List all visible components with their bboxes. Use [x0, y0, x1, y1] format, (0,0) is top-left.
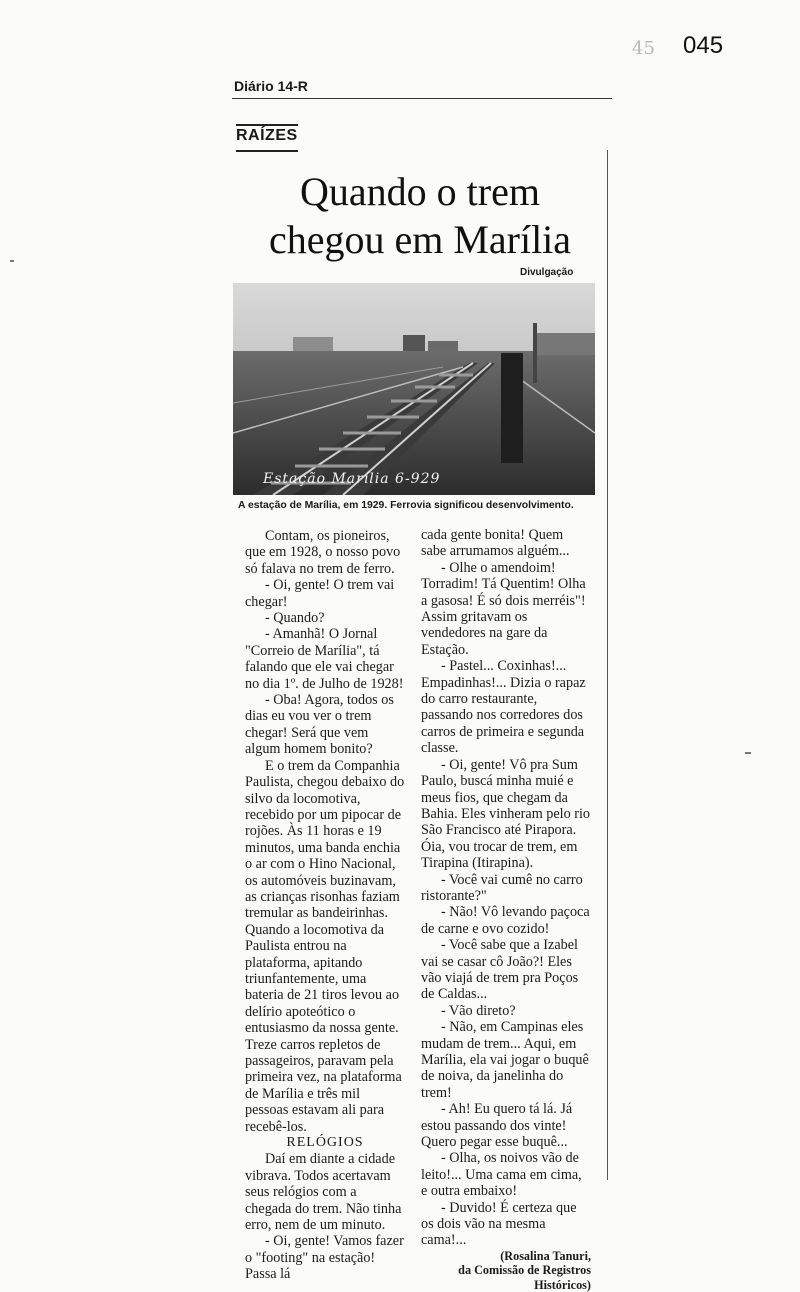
- paragraph: - Não! Vô levando paçoca de carne e ovo cozido!: [421, 904, 590, 937]
- paragraph: - Duvido! É certeza que os dois vão na mesma cama!...: [421, 1199, 577, 1249]
- headline-line-1: Quando o trem: [300, 169, 540, 214]
- column-rule: [607, 150, 608, 1180]
- header-rule: [232, 98, 612, 99]
- author-signature: [421, 1249, 591, 1292]
- article-column-2: [421, 527, 591, 1292]
- signature-line-1: (Rosalina Tanuri,: [500, 1248, 591, 1263]
- paragraph: cada gente bonita! Quem sabe arrumamos alguém...: [421, 527, 570, 560]
- paragraph: - Ah! Eu quero tá lá. Já estou passando dos vinte! Quero pegar esse buquê...: [421, 1101, 573, 1151]
- paragraph: - Você vai cumê no carro ristorante?": [421, 871, 583, 904]
- page-number: 045: [683, 32, 724, 59]
- pencil-annotation: 45: [632, 38, 655, 59]
- section-rule-top: [236, 124, 298, 126]
- paragraph: - Quando?: [265, 610, 325, 627]
- subheading: RELÓGIOS: [286, 1135, 364, 1151]
- signature-line-3: Históricos): [534, 1277, 591, 1292]
- photo-caption: A estação de Marília, em 1929. Ferrovia significou desenvolvimento.: [238, 500, 574, 511]
- paragraph: - Vão direto?: [441, 1002, 516, 1019]
- section-label: RAÍZES: [236, 127, 298, 144]
- masthead: Diário 14-R: [234, 78, 308, 94]
- article-column-1: [245, 528, 405, 1283]
- headline: [235, 168, 605, 264]
- paragraph: - Você sabe que a Izabel vai se casar cô João?! Eles vão viajá de trem pra Poços de Caldas...: [421, 937, 579, 1003]
- section-rule-bottom: [236, 150, 298, 152]
- scan-speck: [10, 260, 14, 262]
- paragraph: - Oi, gente! O trem vai chegar!: [245, 577, 395, 610]
- photo-inscription: Estação Marília 6-929: [263, 471, 441, 487]
- paragraph: - Não, em Campinas eles mudam de trem... Aqui, em Marília, ela vai jogar o buquê de noiva, da janelinha do trem!: [421, 1019, 589, 1101]
- paragraph: - Olha, os noivos vão de leito!... Uma cama em cima, e outra embaixo!: [421, 1150, 582, 1200]
- signature-line-2: da Comissão de Registros: [458, 1263, 591, 1278]
- station-photo: [233, 283, 595, 495]
- paragraph: - Oba! Agora, todos os dias eu vou ver o trem chegar! Será que vem algum homem bonito?: [245, 692, 394, 758]
- paragraph: E o trem da Companhia Paulista, chegou debaixo do silvo da locomotiva, recebido por um pipocar de rojões. Às 11 horas e 19 minutos, uma banda enchia o ar com o Hino Nacional, os automóveis buzinavam, as crianças risonhas faziam tremular as bandeirinhas. Quando a locomotiva da Paulista entrou na plataforma, apitando triunfantemente, uma bateria de 21 tiros levou ao delírio apoteótico o entusiasmo da nossa gente. Treze carros repletos de passageiros, paravam pela primeira vez, na plataforma de Marília e três mil pessoas estavam ali para recebê-los.: [245, 757, 405, 1135]
- paragraph: - Amanhã! O Jornal "Correio de Marília", tá falando que ele vai chegar no dia 1º. de Julho de 1928!: [245, 626, 404, 692]
- paragraph: Contam, os pioneiros, que em 1928, o nosso povo só falava no trem de ferro.: [245, 528, 401, 577]
- paragraph: - Olhe o amendoim! Torradim! Tá Quentim! Olha a gasosa! É só dois merréis"! Assim gritavam os vendedores na gare da Estação.: [421, 559, 586, 658]
- scan-speck: [745, 752, 751, 754]
- paragraph: - Oi, gente! Vô pra Sum Paulo, buscá minha muié e meus fios, que chegam da Bahia. Eles vinheram pelo rio São Francisco até Pirapora. Óia, vou trocar de trem, em Tirapina (Itirapina).: [421, 756, 591, 872]
- headline-line-2: chegou em Marília: [268, 217, 572, 262]
- paragraph: Daí em diante a cidade vibrava. Todos acertavam seus relógios com a chegada do trem. Não tinha erro, nem de um minuto.: [245, 1151, 402, 1234]
- paragraph: - Oi, gente! Vamos fazer o "footing" na estação! Passa lá: [245, 1233, 404, 1283]
- photo-credit: Divulgação: [520, 267, 574, 278]
- paragraph: - Pastel... Coxinhas!... Empadinhas!... Dizia o rapaz do carro restaurante, passando nos corredores dos carros de primeira e segunda classe.: [421, 658, 586, 757]
